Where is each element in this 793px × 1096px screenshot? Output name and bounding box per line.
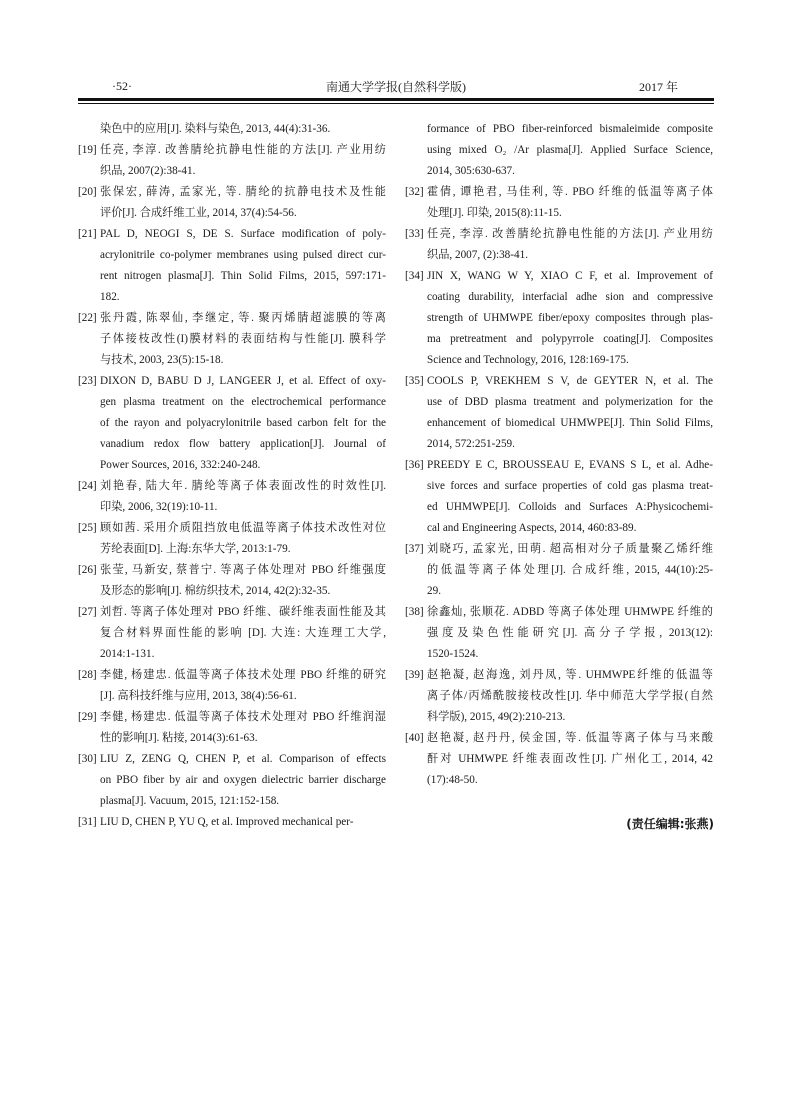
reference-line: (17):48-50. xyxy=(427,774,478,786)
publication-year: 2017 年 xyxy=(638,80,678,94)
reference-line: cal and Engineering Aspects, 2014, 460:83-89. xyxy=(427,522,637,534)
reference-number: [33] xyxy=(405,228,424,240)
reference-line: Science and Technology, 2016, 128:169-175. xyxy=(427,354,629,366)
reference-line: 2014, 305:630-637. xyxy=(427,165,515,177)
reference-line: 离子体/丙烯酰胺接枝改性[J]. 华中师范大学学报(自然 xyxy=(427,690,713,702)
reference-line: 织品, 2007, (2):38-41. xyxy=(427,249,528,261)
reference-entry xyxy=(78,602,386,665)
reference-line: 张莹, 马新安, 蔡普宁. 等离子体处理对 PBO 纤维强度 xyxy=(100,564,386,576)
header-rule-thin xyxy=(78,103,714,104)
reference-number: [28] xyxy=(78,669,97,681)
reference-line: LIU D, CHEN P, YU Q, et al. Improved mechanical per- xyxy=(100,816,354,828)
reference-entry xyxy=(78,812,386,833)
reference-line: 任亮, 李淳. 改善腈纶抗静电性能的方法[J]. 产业用纺 xyxy=(427,228,713,240)
reference-line: 芳纶表面[D]. 上海:东华大学, 2013:1-79. xyxy=(100,543,291,555)
reference-line: acrylonitrile co-polymer membranes using pulsed direct cur- xyxy=(100,249,386,261)
reference-line: gen plasma treatment on the electrochemical performance xyxy=(100,396,386,408)
reference-line: 印染, 2006, 32(19):10-11. xyxy=(100,501,218,513)
reference-line: 刘艳春, 陆大年. 腈纶等离子体表面改性的时效性[J]. xyxy=(100,480,386,492)
reference-line: Power Sources, 2016, 332:240-248. xyxy=(100,459,261,471)
reference-number: [40] xyxy=(405,732,424,744)
reference-entry xyxy=(78,140,386,182)
reference-number: [37] xyxy=(405,543,424,555)
reference-line: 评价[J]. 合成纤维工业, 2014, 37(4):54-56. xyxy=(100,207,297,219)
reference-entry xyxy=(405,119,713,182)
reference-line: 子体接枝改性(I)膜材料的表面结构与性能[J]. 膜科学 xyxy=(100,333,386,345)
reference-line: 赵艳凝, 赵海逸, 刘丹凤, 等. UHMWPE纤维的低温等 xyxy=(427,669,713,681)
reference-number: [25] xyxy=(78,522,97,534)
reference-entry xyxy=(78,749,386,812)
reference-line: 182. xyxy=(100,291,120,303)
reference-entry xyxy=(405,224,713,266)
running-header xyxy=(78,76,714,96)
reference-line: on PBO fiber by air and oxygen dielectric barrier discharge xyxy=(100,774,386,786)
reference-line: ma pretreatment and polypyrrole coating[J]. Composites xyxy=(427,333,713,345)
reference-line: 顾如茜. 采用介质阻挡放电低温等离子体技术改性对位 xyxy=(100,522,386,534)
reference-entry xyxy=(78,707,386,749)
editor-note: (责任编辑:张燕) xyxy=(626,817,714,831)
reference-line: 科学版), 2015, 49(2):210-213. xyxy=(427,711,566,723)
reference-line: 2014, 572:251-259. xyxy=(427,438,515,450)
reference-line: 与技术, 2003, 23(5):15-18. xyxy=(100,354,224,366)
reference-line: 29. xyxy=(427,585,441,597)
reference-entry xyxy=(78,560,386,602)
reference-line: vanadium redox flow battery application[J]. Journal of xyxy=(100,438,386,450)
reference-number: [23] xyxy=(78,375,97,387)
reference-entry xyxy=(78,476,386,518)
reference-line: strength of UHMWPE fiber/epoxy composites through plas- xyxy=(427,312,713,324)
reference-entry xyxy=(405,455,713,539)
header-rule-thick xyxy=(78,98,714,101)
reference-line: use of DBD plasma treatment and polymerization for the xyxy=(427,396,713,408)
reference-line: 李健, 杨建忠. 低温等离子体技术处理对 PBO 纤维润湿 xyxy=(100,711,386,723)
reference-number: [27] xyxy=(78,606,97,618)
reference-entry xyxy=(78,371,386,476)
reference-line: 及形态的影响[J]. 棉纺织技术, 2014, 42(2):32-35. xyxy=(100,585,331,597)
reference-number: [26] xyxy=(78,564,97,576)
reference-line: 张保宏, 薛涛, 孟家光, 等. 腈纶的抗静电技术及性能 xyxy=(100,186,386,198)
reference-number: [21] xyxy=(78,228,97,240)
reference-line: 处理[J]. 印染, 2015(8):11-15. xyxy=(427,207,562,219)
reference-entry xyxy=(405,539,713,602)
reference-line: of the rayon and polyacrylonitrile based carbon felt for the xyxy=(100,417,386,429)
reference-line: COOLS P, VREKHEM S V, de GEYTER N, et al. The xyxy=(427,375,713,387)
reference-number: [34] xyxy=(405,270,424,282)
references-left-column xyxy=(78,119,386,833)
reference-line: ed UHMWPE[J]. Colloids and Surfaces A:Physicochemi- xyxy=(427,501,713,513)
reference-entry xyxy=(78,308,386,371)
page-number: ·52· xyxy=(112,79,132,93)
reference-line: LIU Z, ZENG Q, CHEN P, et al. Comparison of effects xyxy=(100,753,386,765)
reference-line: 酐对 UHMWPE 纤维表面改性[J]. 广州化工, 2014, 42 xyxy=(427,753,713,765)
reference-line: 刘晓巧, 孟家光, 田萌. 超高相对分子质量聚乙烯纤维 xyxy=(427,543,713,555)
reference-entry xyxy=(405,728,713,791)
reference-line: plasma[J]. Vacuum, 2015, 121:152-158. xyxy=(100,795,280,807)
reference-number: [19] xyxy=(78,144,97,156)
reference-number: [39] xyxy=(405,669,424,681)
reference-line: 染色中的应用[J]. 染料与染色, 2013, 44(4):31-36. xyxy=(100,123,331,135)
reference-number: [24] xyxy=(78,480,97,492)
reference-number: [30] xyxy=(78,753,97,765)
reference-number: [20] xyxy=(78,186,97,198)
reference-line: 复合材料界面性能的影响 [D]. 大连: 大连理工大学, xyxy=(100,627,386,639)
reference-number: [38] xyxy=(405,606,424,618)
reference-entry xyxy=(78,518,386,560)
reference-line: 赵艳凝, 赵丹丹, 侯金国, 等. 低温等离子体与马来酸 xyxy=(427,732,713,744)
reference-entry xyxy=(405,266,713,371)
reference-entry xyxy=(78,224,386,308)
reference-line: 1520-1524. xyxy=(427,648,479,660)
reference-number: [31] xyxy=(78,816,97,828)
reference-line: 织品, 2007(2):38-41. xyxy=(100,165,196,177)
reference-line: [J]. 高科技纤维与应用, 2013, 38(4):56-61. xyxy=(100,690,297,702)
reference-number: [22] xyxy=(78,312,97,324)
reference-number: [36] xyxy=(405,459,424,471)
reference-line: 李健, 杨建忠. 低温等离子体技术处理 PBO 纤维的研究 xyxy=(100,669,386,681)
reference-entry xyxy=(78,665,386,707)
reference-line: formance of PBO fiber-reinforced bismaleimide composite xyxy=(427,123,713,135)
reference-entry xyxy=(78,182,386,224)
reference-line: using mixed O₂ /Ar plasma[J]. Applied Surface Science, xyxy=(427,144,713,156)
journal-title: 南通大学学报(自然科学版) xyxy=(326,80,466,94)
reference-line: PREEDY E C, BROUSSEAU E, EVANS S L, et al. Adhe- xyxy=(427,459,713,471)
reference-line: 任亮, 李淳. 改善腈纶抗静电性能的方法[J]. 产业用纺 xyxy=(100,144,386,156)
references-right-column xyxy=(405,119,713,791)
reference-entry xyxy=(78,119,386,140)
reference-line: JIN X, WANG W Y, XIAO C F, et al. Improvement of xyxy=(427,270,713,282)
reference-line: 的低温等离子体处理[J]. 合成纤维, 2015, 44(10):25- xyxy=(427,564,713,576)
reference-number: [29] xyxy=(78,711,97,723)
reference-line: 张丹霞, 陈翠仙, 李继定, 等. 聚丙烯腈超滤膜的等离 xyxy=(100,312,386,324)
reference-line: 刘哲. 等离子体处理对 PBO 纤维、碳纤维表面性能及其 xyxy=(100,606,386,618)
reference-entry xyxy=(405,602,713,665)
reference-number: [35] xyxy=(405,375,424,387)
reference-line: sive forces and surface properties of cold gas plasma treat- xyxy=(427,480,713,492)
reference-line: rent nitrogen plasma[J]. Thin Solid Films, 2015, 597:171- xyxy=(100,270,386,282)
reference-line: 性的影响[J]. 粘接, 2014(3):61-63. xyxy=(100,732,258,744)
reference-line: enhancement of biomedical UHMWPE[J]. Thin Solid Films, xyxy=(427,417,713,429)
reference-line: 2014:1-131. xyxy=(100,648,155,660)
reference-line: PAL D, NEOGI S, DE S. Surface modification of poly- xyxy=(100,228,386,240)
reference-line: 强度及染色性能研究[J]. 高分子学报, 2013(12): xyxy=(427,627,713,639)
reference-entry xyxy=(405,371,713,455)
reference-entry xyxy=(405,665,713,728)
reference-line: 霍倩, 谭艳君, 马佳利, 等. PBO 纤维的低温等离子体 xyxy=(427,186,713,198)
reference-line: DIXON D, BABU D J, LANGEER J, et al. Effect of oxy- xyxy=(100,375,386,387)
reference-entry xyxy=(405,182,713,224)
reference-number: [32] xyxy=(405,186,424,198)
reference-line: 徐鑫灿, 张顺花. ADBD 等离子体处理 UHMWPE 纤维的 xyxy=(427,606,713,618)
reference-line: coating durability, interfacial adhe sion and compressive xyxy=(427,291,713,303)
